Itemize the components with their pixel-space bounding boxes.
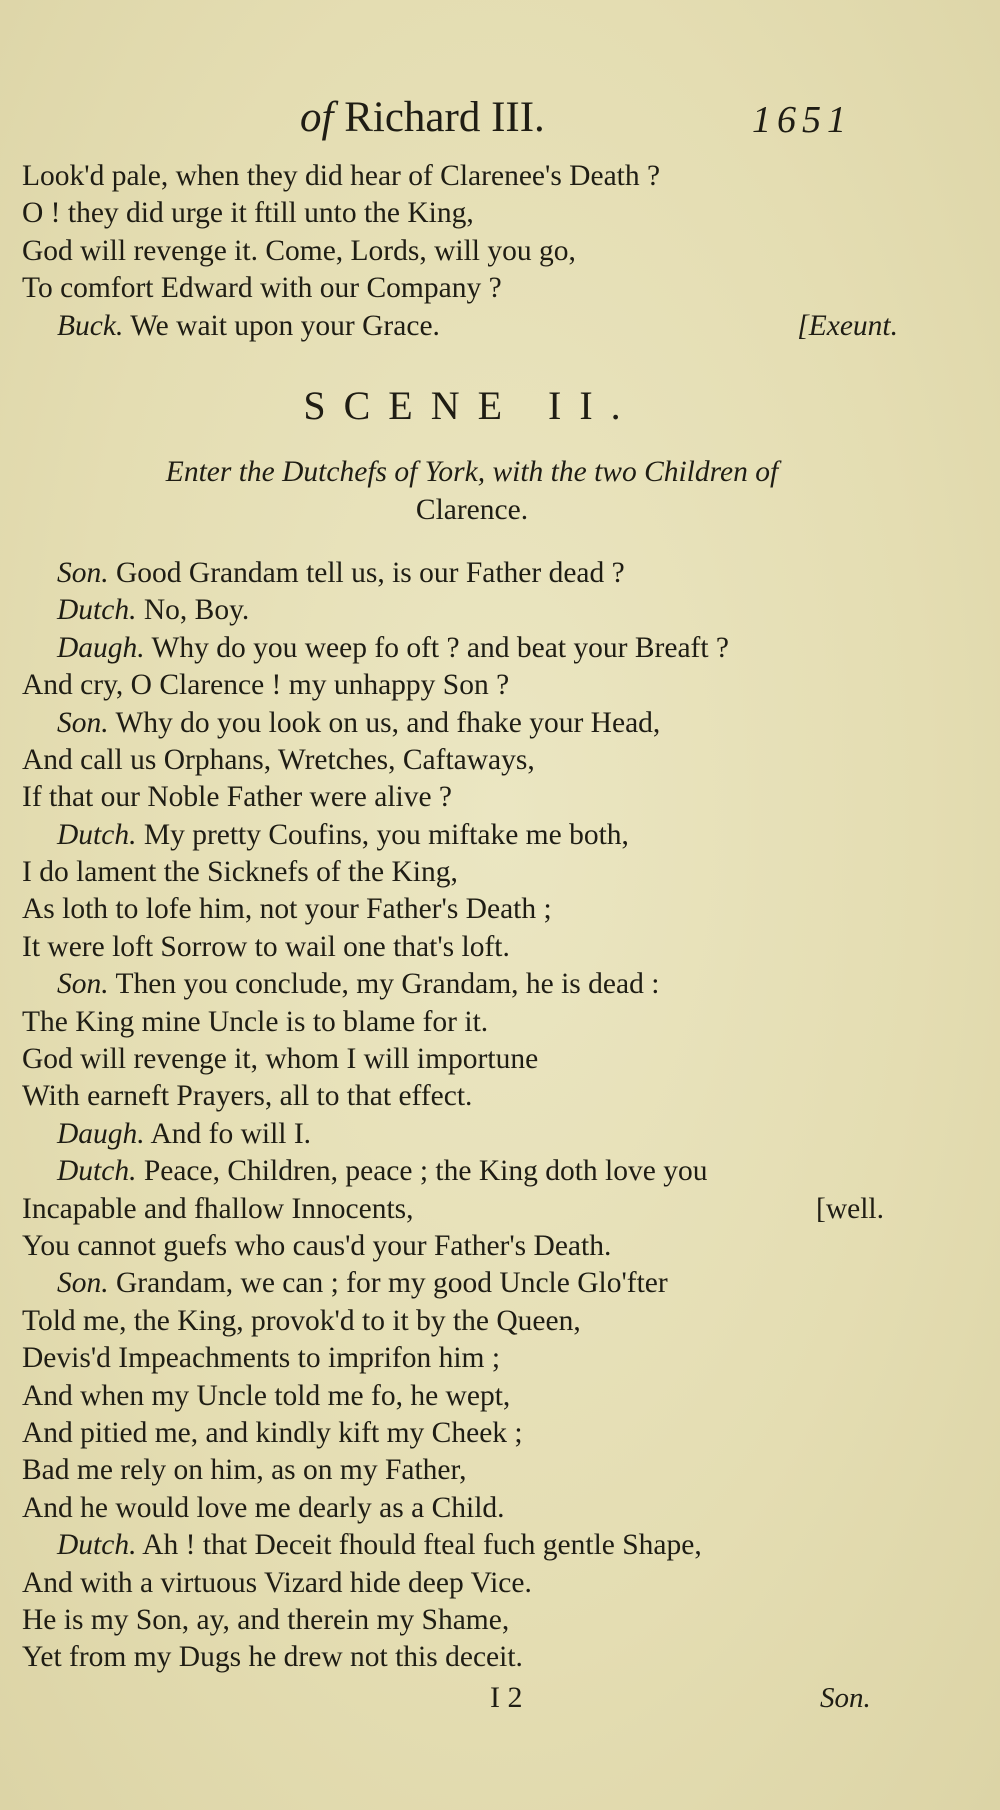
speech-text: Devis'd Impeachments to imprifon him ; — [22, 1342, 501, 1375]
verse-line — [22, 779, 882, 816]
verse-line — [22, 1565, 882, 1602]
speech-text: We wait upon your Grace. — [130, 309, 440, 342]
verse-line — [22, 1303, 882, 1340]
verse-line — [22, 1078, 882, 1115]
speaker-name: Dutch. — [57, 818, 137, 851]
speech-text: My pretty Coufins, you miftake me both, — [143, 818, 629, 851]
verse-line — [22, 1041, 882, 1078]
speech-text: It were loft Sorrow to wail one that's loft. — [22, 930, 510, 963]
speech-line — [22, 817, 882, 854]
speech-text: Why do you look on us, and fhake your Head, — [115, 706, 661, 739]
speech-text: God will revenge it, whom I will importune — [22, 1043, 539, 1076]
speech-text: The King mine Uncle is to blame for it. — [22, 1005, 489, 1038]
speaker-name: Son. — [57, 556, 109, 589]
verse-line — [22, 929, 882, 966]
speech-text: And call us Orphans, Wretches, Caftaways, — [22, 743, 535, 776]
verse-line — [22, 854, 882, 891]
speech-text: Good Grandam tell us, is our Father dead ? — [116, 556, 625, 589]
verse-line — [22, 1340, 882, 1377]
speech-line — [22, 308, 898, 345]
stage-direction — [22, 453, 882, 529]
speech-text: I do lament the Sicknefs of the King, — [22, 856, 458, 889]
speech-text: As loth to lofe him, not your Father's Death ; — [22, 893, 552, 926]
scene-heading: SCENE II. — [303, 382, 639, 428]
verse-line — [22, 1191, 882, 1228]
speaker-name: Dutch. — [57, 1529, 137, 1562]
speech-text: Ah ! that Deceit fhould fteal fuch gentle Shape, — [142, 1529, 702, 1562]
speech-line — [22, 555, 882, 592]
verse-line — [22, 1378, 882, 1415]
speaker-name: Son. — [57, 1267, 109, 1300]
speech-text: Why do you weep fo oft ? and beat your Breaft ? — [151, 631, 730, 664]
speech-line — [22, 1527, 882, 1564]
speech-text: Then you conclude, my Grandam, he is dead : — [115, 968, 660, 1001]
speech-line — [22, 1116, 882, 1153]
speech-text: And with a virtuous Vizard hide deep Vice. — [22, 1566, 532, 1599]
verse-line: Look'd pale, when they did hear of Clarenee's Death ? — [22, 160, 661, 192]
speech-text: If that our Noble Father were alive ? — [22, 781, 453, 814]
verse-line — [22, 1415, 882, 1452]
running-title-of: of — [300, 94, 334, 141]
verse-line — [22, 1004, 882, 1041]
speech-text: And fo will I. — [150, 1117, 312, 1150]
speaker-name: Buck. — [57, 309, 124, 342]
stage-direction-line: Enter the Dutchefs of York, with the two Children of — [165, 455, 779, 488]
verse-line — [22, 891, 882, 928]
catchword: Son. — [820, 1682, 871, 1714]
verse-line: O ! they did urge it ftill unto the King, — [22, 197, 474, 230]
speech-text: Yet from my Dugs he drew not this deceit. — [22, 1641, 523, 1674]
running-title-text: Richard III. — [344, 94, 545, 141]
verse-line — [22, 742, 882, 779]
verse-line: To comfort Edward with our Company ? — [22, 272, 502, 305]
stage-direction-line: Clarence. — [415, 493, 529, 526]
speech-text: He is my Son, ay, and therein my Shame, — [22, 1603, 510, 1636]
speech-text: Incapable and fhallow Innocents, — [22, 1192, 414, 1225]
speech-text: And when my Uncle told me fo, he wept, — [22, 1379, 511, 1412]
speech-line — [22, 630, 882, 667]
speech-text: And he would love me dearly as a Child. — [22, 1491, 505, 1524]
verse-line — [22, 1602, 882, 1639]
page-footer — [0, 1676, 1000, 1726]
speech-text: No, Boy. — [143, 594, 250, 627]
verse-line — [22, 1228, 882, 1265]
speaker-name: Daugh. — [57, 631, 145, 664]
page-number: 1651 — [752, 99, 852, 141]
speech-text: You cannot guefs who caus'd your Father's Death. — [22, 1229, 612, 1262]
turnover-text: [well. — [816, 1192, 884, 1225]
speech-line — [22, 1265, 882, 1302]
speech-line — [22, 705, 882, 742]
play-text — [22, 158, 898, 1677]
speech-text: Peace, Children, peace ; the King doth love you — [143, 1155, 708, 1188]
speech-line — [22, 966, 882, 1003]
speaker-name: Daugh. — [57, 1117, 145, 1150]
exit-direction: [Exeunt. — [797, 309, 898, 342]
verse-line — [22, 1490, 882, 1527]
speech-line — [22, 592, 882, 629]
speech-text: With earneft Prayers, all to that effect. — [22, 1080, 473, 1113]
speaker-name: Dutch. — [57, 594, 137, 627]
speech-text: And cry, O Clarence ! my unhappy Son ? — [22, 669, 510, 702]
verse-line: God will revenge it. Come, Lords, will you go, — [22, 234, 576, 267]
verse-line — [22, 1452, 882, 1489]
signature-mark: I 2 — [490, 1681, 523, 1714]
verse-line — [22, 1639, 882, 1676]
speech-text: And pitied me, and kindly kift my Cheek ; — [22, 1416, 523, 1449]
speaker-name: Son. — [57, 968, 109, 1001]
running-title — [300, 88, 545, 148]
speech-text: Grandam, we can ; for my good Uncle Glo'fter — [116, 1267, 668, 1300]
speech-text: Bad me rely on him, as on my Father, — [22, 1454, 467, 1487]
verse-line — [22, 667, 882, 704]
dialogue — [22, 555, 882, 1677]
running-head — [0, 88, 1000, 148]
speaker-name: Dutch. — [57, 1155, 137, 1188]
speech-text: Told me, the King, provok'd to it by the Queen, — [22, 1304, 581, 1337]
speech-line — [22, 1153, 882, 1190]
speaker-name: Son. — [57, 706, 109, 739]
